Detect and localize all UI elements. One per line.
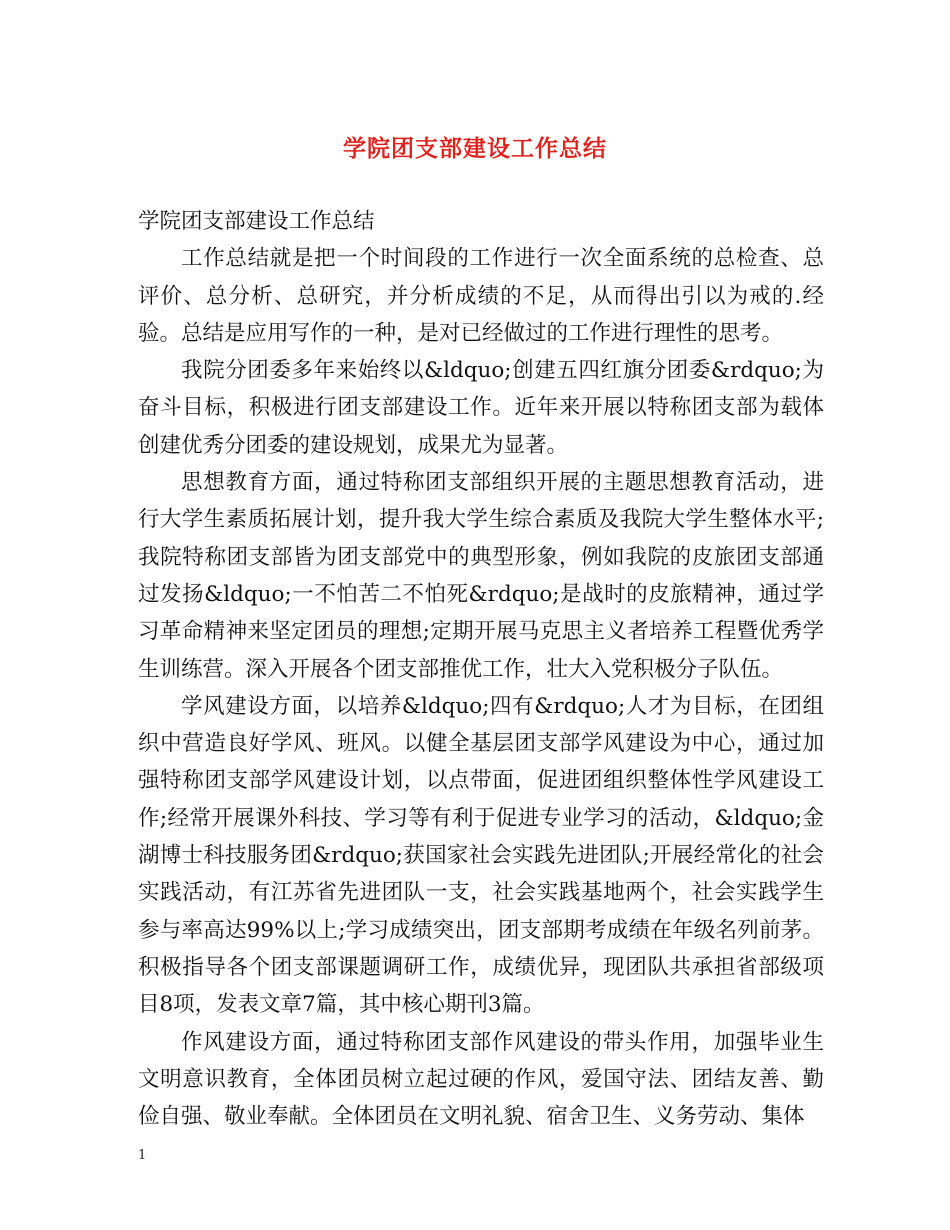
paragraph-intro: 工作总结就是把一个时间段的工作进行一次全面系统的总检查、总评价、总分析、总研究，并分析成绩的不足，从而得出引以为戒的.经验。总结是应用写作的一种，是对已经做过的工作进行理性的思考。	[138, 246, 824, 346]
page-number: 1	[138, 1148, 147, 1163]
paragraph-goal: 我院分团委多年来始终以&ldquo;创建五四红旗分团委&rdquo;为奋斗目标，积极进行团支部建设工作。近年来开展以特称团支部为载体创建优秀分团委的建设规划，成果尤为显著。	[138, 358, 824, 458]
paragraph-study-style: 学风建设方面，以培养&ldquo;四有&rdquo;人才为目标，在团组织中营造良好学风、班风。以健全基层团支部学风建设为中心，通过加强特称团支部学风建设计划，以点带面，促进团组织整体性学风建设工作;经常开展课外科技、学习等有利于促进专业学习的活动，&ldquo;金湖博士科技服务团&rdquo;获国家社会实践先进团队;开展经常化的社会实践活动，有江苏省先进团队一支，社会实践基地两个，社会实践学生参与率高达99%以上;学习成绩突出，团支部期考成绩在年级名列前茅。积极指导各个团支部课题调研工作，成绩优异，现团队共承担省部级项目8项，发表文章7篇，其中核心期刊3篇。	[138, 693, 824, 1018]
document-subtitle: 学院团支部建设工作总结	[138, 209, 375, 234]
paragraph-work-style: 作风建设方面，通过特称团支部作风建设的带头作用，加强毕业生文明意识教育，全体团员树立起过硬的作风，爱国守法、团结友善、勤俭自强、敬业奉献。全体团员在文明礼貌、宿舍卫生、义务劳动、集体	[138, 1029, 824, 1130]
paragraph-ideology-education: 思想教育方面，通过特称团支部组织开展的主题思想教育活动，进行大学生素质拓展计划，提升我大学生综合素质及我院大学生整体水平;我院特称团支部皆为团支部党中的典型形象，例如我院的皮旅团支部通过发扬&ldquo;一不怕苦二不怕死&rdquo;是战时的皮旅精神，通过学习革命精神来坚定团员的理想;定期开展马克思主义者培养工程暨优秀学生训练营。深入开展各个团支部推优工作，壮大入党积极分子队伍。	[138, 470, 824, 682]
document-body	[138, 203, 824, 1135]
document-title: 学院团支部建设工作总结	[343, 135, 607, 162]
